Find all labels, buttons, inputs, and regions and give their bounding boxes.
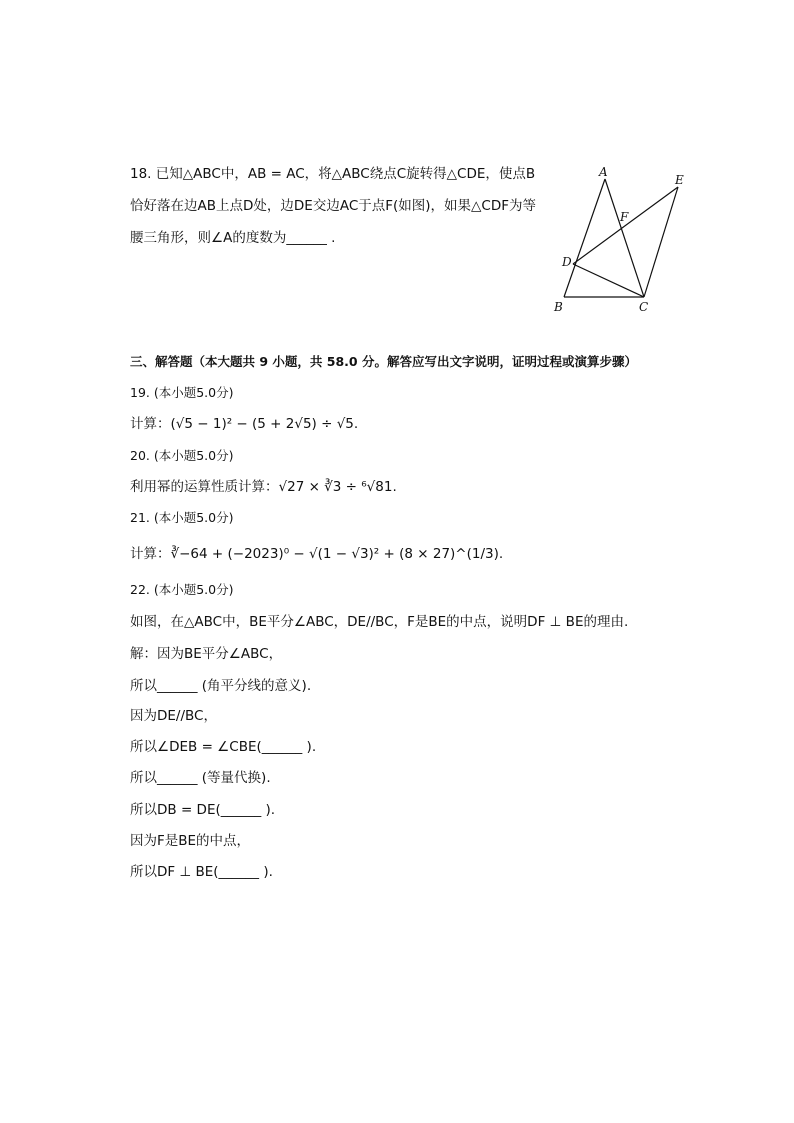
geometry-figure — [548, 160, 698, 318]
q22-stem: 如图，在△ABC中，BE平分∠ABC，DE//BC，F是BE的中点，说明DF ⊥ BE的理由. — [130, 614, 629, 630]
q22-step: 所以______ (等量代换). — [130, 770, 271, 786]
q22-step: 因为DE//BC， — [130, 708, 217, 724]
q18-line-2: 恰好落在边AB上点D处，边DE交边AC于点F(如图)，如果△CDF为等 — [130, 198, 537, 214]
q21-heading: 21. (本小题5.0分) — [130, 510, 234, 525]
segment-ab — [564, 179, 605, 297]
q22-step: 所以∠DEB = ∠CBE(______ ). — [130, 739, 317, 755]
q22-step: 所以DF ⊥ BE(______ ). — [130, 864, 273, 880]
q19-expression: 计算：(√5 − 1)² − (5 + 2√5) ÷ √5. — [130, 416, 359, 432]
label-d: D — [562, 255, 572, 269]
label-a: A — [599, 165, 608, 179]
q20-heading: 20. (本小题5.0分) — [130, 448, 234, 463]
q22-step: 所以______ (角平分线的意义). — [130, 678, 312, 694]
segment-dc — [573, 264, 644, 297]
q19-heading: 19. (本小题5.0分) — [130, 385, 234, 400]
q20-expression: 利用幂的运算性质计算：√27 × ∛3 ÷ ⁶√81. — [130, 479, 397, 495]
label-f: F — [620, 210, 629, 224]
q22-step: 解：因为BE平分∠ABC， — [130, 646, 283, 662]
label-e: E — [675, 173, 684, 187]
q22-step: 因为F是BE的中点， — [130, 833, 251, 849]
q18-line-3: 腰三角形，则∠A的度数为______ . — [130, 230, 336, 246]
q22-heading: 22. (本小题5.0分) — [130, 582, 234, 597]
label-b: B — [554, 300, 563, 314]
q21-expression: 计算：∛−64 + (−2023)⁰ − √(1 − √3)² + (8 × 27)^(1/3). — [130, 546, 504, 562]
segment-ac — [605, 179, 644, 297]
q18-line-1: 18. 已知△ABC中，AB = AC，将△ABC绕点C旋转得△CDE，使点B — [130, 166, 536, 182]
section-3-heading: 三、解答题（本大题共 9 小题，共 58.0 分。解答应写出文字说明，证明过程或演算步骤） — [130, 354, 637, 369]
q22-step: 所以DB = DE(______ ). — [130, 802, 276, 818]
segment-ec — [644, 187, 678, 297]
label-c: C — [639, 300, 649, 314]
